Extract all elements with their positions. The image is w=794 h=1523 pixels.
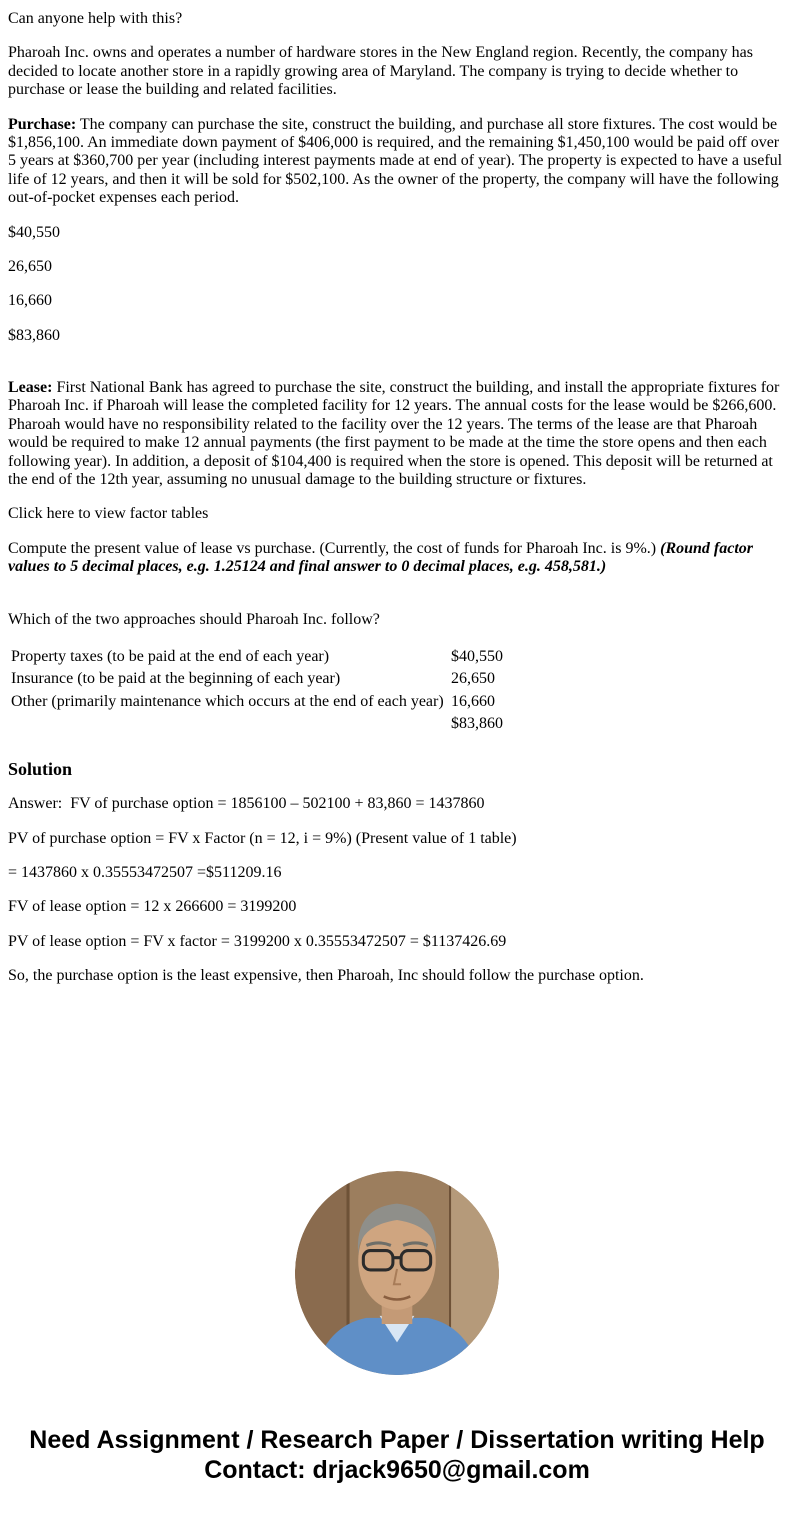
tutor-photo-illustration xyxy=(295,1171,499,1375)
expense-row-label: Insurance (to be paid at the beginning of each year) xyxy=(11,670,341,688)
purchase-text: The company can purchase the site, construct the building, and purchase all store fixtures. The cost would be $1,856,100. An immediate down payment of $406,000 is required, and the remaining $1,450,100 would be paid off over 5 years at $360,700 per year (including interest payments made at end of year). The property is expected to have a useful life of 12 years, and then it will be sold for $502,100. As the owner of the property, the company will have the following out-of-pocket expenses each period. xyxy=(8,115,783,207)
solution-line: PV of purchase option = FV x Factor (n = 12, i = 9%) (Present value of 1 table) xyxy=(8,829,517,847)
compute-paragraph xyxy=(8,540,786,577)
solution-line: PV of lease option = FV x factor = 3199200 x 0.35553472507 = $1137426.69 xyxy=(8,932,507,950)
solution-line: So, the purchase option is the least expensive, then Pharoah, Inc should follow the purchase option. xyxy=(8,967,644,985)
table-row xyxy=(10,692,504,712)
expense-row-value: $83,860 xyxy=(451,715,503,733)
expense-row-value: 16,660 xyxy=(451,692,495,710)
lease-label: Lease: xyxy=(8,379,53,397)
expense-row-value: 26,650 xyxy=(451,670,495,688)
rounding-note: (Round factor values to 5 decimal places, e.g. 1.25124 and final answer to 0 decimal places, e.g. 458,581.) xyxy=(8,539,754,576)
footer-banner xyxy=(8,1425,786,1485)
table-row xyxy=(10,669,504,689)
factor-tables-link[interactable]: Click here to view factor tables xyxy=(8,505,209,523)
compute-text: Compute the present value of lease vs purchase. (Currently, the cost of funds for Pharoah Inc. is 9%.) xyxy=(8,539,661,557)
expense-value-3: 16,660 xyxy=(8,292,52,310)
footer-help-text: Need Assignment / Research Paper / Dissertation writing Help xyxy=(29,1425,765,1454)
expense-value-1: $40,550 xyxy=(8,223,60,241)
purchase-label: Purchase: xyxy=(8,115,77,133)
solution-line: Answer: FV of purchase option = 1856100 – 502100 + 83,860 = 1437860 xyxy=(8,795,485,813)
solution-line: = 1437860 x 0.35553472507 =$511209.16 xyxy=(8,864,282,882)
lease-text: First National Bank has agreed to purchase the site, construct the building, and install the appropriate fixtures for Pharoah Inc. if Pharoah will lease the completed facility for 12 years. The annual costs for the lease would be $266,600. Pharoah would have no responsibility related to the facility over the 12 years. The terms of the lease are that Pharoah would be required to make 12 annual payments (the first payment to be made at the time the store opens and then each following year). In addition, a deposit of $104,400 is required when the store is opened. This deposit will be returned at the end of the 12th year, assuming no unusual damage to the building structure or fixtures. xyxy=(8,379,780,489)
expense-row-label xyxy=(10,714,448,734)
purchase-paragraph xyxy=(8,116,786,208)
avatar xyxy=(295,1171,499,1375)
solution-heading: Solution xyxy=(8,758,73,779)
intro-background: Pharoah Inc. owns and operates a number of hardware stores in the New England region. Recently, the company has decided to locate another store in a rapidly growing area of Maryland. The company is trying to decide whether to purchase or lease the building and related facilities. xyxy=(8,44,753,99)
expense-table xyxy=(8,645,506,737)
intro-question: Can anyone help with this? xyxy=(8,10,183,27)
table-row xyxy=(10,714,504,734)
expense-row-value: $40,550 xyxy=(451,647,503,665)
approach-question: Which of the two approaches should Pharoah Inc. follow? xyxy=(8,610,380,628)
footer-contact-text: Contact: drjack9650@gmail.com xyxy=(204,1455,590,1484)
avatar-container xyxy=(8,1171,786,1375)
solution-line: FV of lease option = 12 x 266600 = 3199200 xyxy=(8,898,297,916)
expense-value-4: $83,860 xyxy=(8,326,60,344)
expense-value-2: 26,650 xyxy=(8,257,52,275)
lease-paragraph xyxy=(8,379,786,489)
expense-row-label: Property taxes (to be paid at the end of each year) xyxy=(11,647,330,665)
table-row xyxy=(10,647,504,667)
expense-row-label: Other (primarily maintenance which occurs at the end of each year) xyxy=(11,692,444,710)
